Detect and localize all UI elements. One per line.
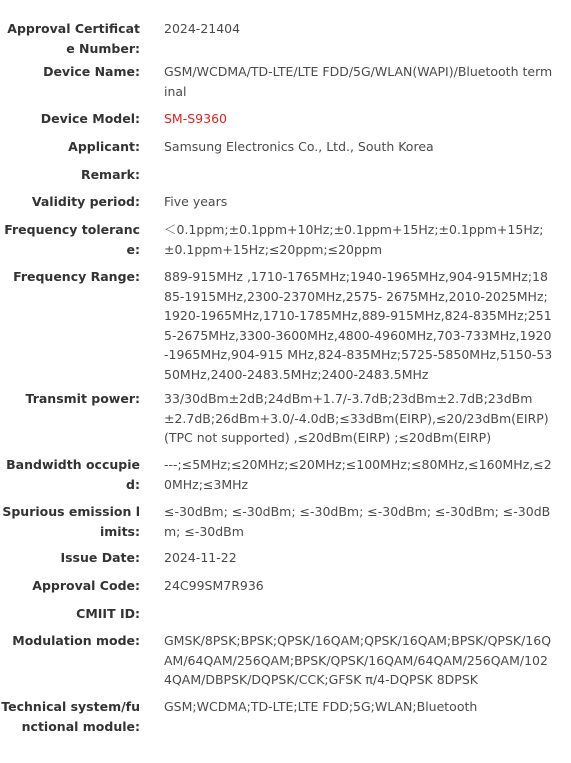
row-approval-certificate-number bbox=[0, 19, 571, 58]
field-label: Bandwidth occupied: bbox=[6, 457, 140, 492]
row-device-name bbox=[0, 62, 571, 101]
field-label: Frequency Range: bbox=[13, 269, 140, 284]
field-value: ---;≤5MHz;≤20MHz;≤20MHz;≤100MHz;≤80MHz,≤160MHz,≤20MHz;≤3MHz bbox=[164, 457, 552, 492]
row-approval-code bbox=[0, 576, 571, 596]
field-value: GSM/WCDMA/TD-LTE/LTE FDD/5G/WLAN(WAPI)/Bluetooth terminal bbox=[164, 64, 553, 99]
row-remark bbox=[0, 165, 571, 185]
field-label: Technical system/functional module: bbox=[1, 699, 140, 734]
row-modulation-mode bbox=[0, 631, 571, 690]
field-value: ＜0.1ppm;±0.1ppm+10Hz;±0.1ppm+15Hz;±0.1ppm+15Hz;±0.1ppm+15Hz;≤20ppm;≤20ppm bbox=[164, 222, 544, 257]
row-transmit-power bbox=[0, 389, 571, 448]
field-value bbox=[164, 604, 554, 624]
device-model-value: SM-S9360 bbox=[164, 111, 227, 126]
field-label: Approval Code: bbox=[32, 578, 140, 593]
field-label: Device Name: bbox=[43, 64, 140, 79]
field-value: 889-915MHz ,1710-1765MHz;1940-1965MHz,904-915MHz;1885-1915MHz,2300-2370MHz,2575- 2675MHz,2010-2025MHz;1920-1965MHz,1710-1785MHz,889-915MHz,824-835MHz;2515-2675MHz,3300-3600MHz,4800-4960MHz,703-733MHz,1920-1965MHz,904-915 MHz,824-835MHz;5725-5850MHz,5150-5350MHz,2400-2483.5MHz;2400-2483.5MHz bbox=[164, 269, 553, 382]
field-value: 2024-21404 bbox=[164, 21, 241, 36]
field-label: Frequency tolerance: bbox=[4, 222, 140, 257]
field-label: Spurious emission limits: bbox=[2, 504, 140, 539]
field-value: Samsung Electronics Co., Ltd., South Korea bbox=[164, 139, 434, 154]
row-validity-period bbox=[0, 192, 571, 212]
row-cmiit-id bbox=[0, 604, 571, 624]
field-label: CMIIT ID: bbox=[76, 606, 140, 621]
row-bandwidth-occupied bbox=[0, 455, 571, 494]
field-label: Approval Certificate Number: bbox=[7, 21, 140, 56]
field-value: Five years bbox=[164, 194, 228, 209]
row-issue-date bbox=[0, 548, 571, 568]
field-label: Modulation mode: bbox=[12, 633, 140, 648]
field-value: 24C99SM7R936 bbox=[164, 578, 264, 593]
field-value: ≤-30dBm; ≤-30dBm; ≤-30dBm; ≤-30dBm; ≤-30dBm; ≤-30dBm; ≤-30dBm bbox=[164, 504, 551, 539]
row-frequency-tolerance bbox=[0, 220, 571, 259]
field-label: Issue Date: bbox=[60, 550, 140, 565]
row-technical-system bbox=[0, 697, 571, 736]
row-device-model bbox=[0, 109, 571, 129]
field-label: Device Model: bbox=[40, 111, 140, 126]
field-value: GSM;WCDMA;TD-LTE;LTE FDD;5G;WLAN;Bluetooth bbox=[164, 699, 478, 714]
field-value bbox=[164, 165, 554, 185]
field-label: Applicant: bbox=[68, 139, 140, 154]
field-label: Transmit power: bbox=[25, 391, 140, 406]
row-spurious-emission-limits bbox=[0, 502, 571, 541]
row-applicant bbox=[0, 137, 571, 157]
field-value: GMSK/8PSK;BPSK;QPSK/16QAM;QPSK/16QAM;BPSK/QPSK/16QAM/64QAM/256QAM;BPSK/QPSK/16QAM/64QAM/256QAM/1024QAM/DBPSK/DQPSK/CCK;GFSK π/4-DQPSK 8DPSK bbox=[164, 633, 552, 687]
field-value: 2024-11-22 bbox=[164, 550, 237, 565]
row-frequency-range bbox=[0, 267, 571, 384]
field-label: Validity period: bbox=[31, 194, 140, 209]
field-label: Remark: bbox=[80, 167, 140, 182]
field-value: 33/30dBm±2dB;24dBm+1.7/-3.7dB;23dBm±2.7dB;23dBm±2.7dB;26dBm+3.0/-4.0dB;≤33dBm(EIRP),≤20/23dBm(EIRP)(TPC not supported) ,≤20dBm(EIRP) ;≤20dBm(EIRP) bbox=[164, 391, 549, 445]
